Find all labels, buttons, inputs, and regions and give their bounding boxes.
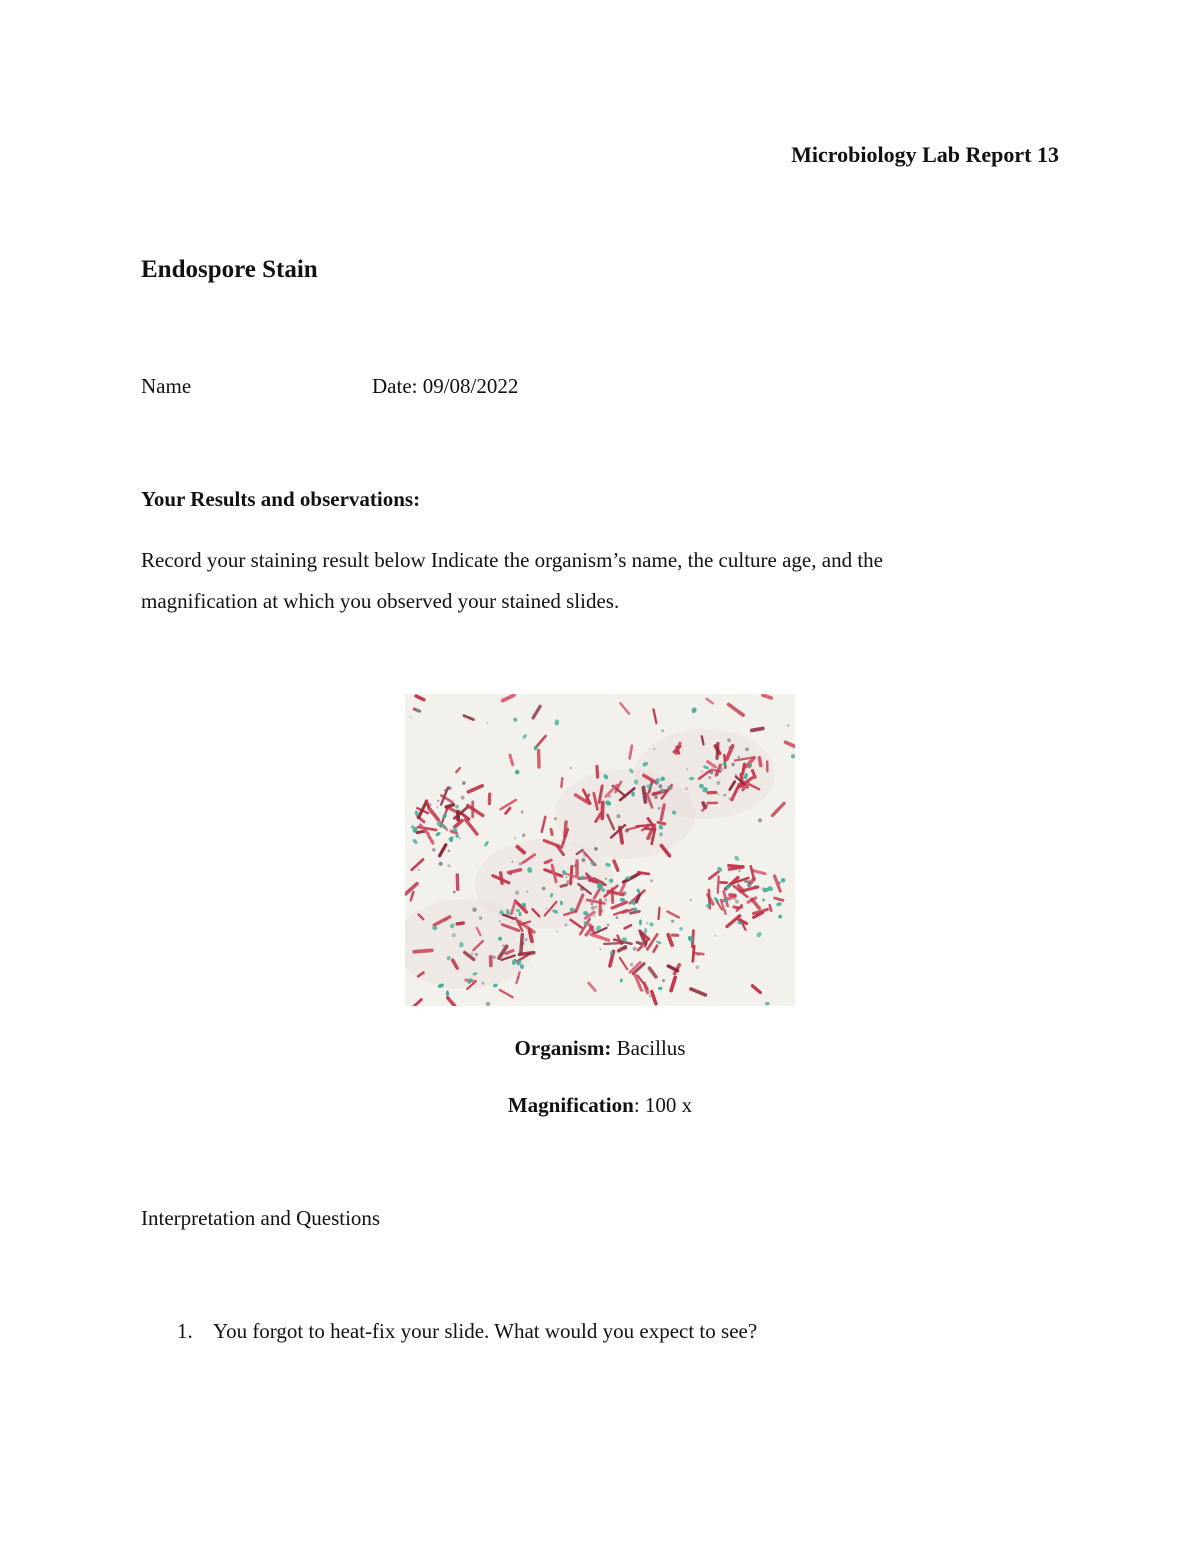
organism-label: Organism: [514, 1036, 612, 1060]
document-title: Endospore Stain [141, 256, 318, 283]
results-heading: Your Results and observations: [141, 487, 421, 511]
endospore-stain-micrograph [405, 694, 795, 1006]
organism-line [0, 1036, 1200, 1061]
results-instructions: Record your staining result below Indicate the organism’s name, the culture age, and the magnification at which you observed your stained slides. [141, 548, 883, 613]
interpretation-heading: Interpretation and Questions [141, 1206, 381, 1230]
question-text: You forgot to heat-fix your slide. What would you expect to see? [213, 1319, 758, 1343]
report-title: Microbiology Lab Report 13 [791, 142, 1059, 167]
magnification-label: Magnification [507, 1093, 634, 1117]
magnification-value: : 100 x [633, 1093, 693, 1117]
date-field: Date: 09/08/2022 [372, 374, 519, 398]
question-number: 1. [177, 1319, 193, 1343]
organism-value: Bacillus [611, 1036, 686, 1060]
magnification-line [0, 1093, 1200, 1118]
name-label: Name [141, 374, 192, 398]
name-date-row [141, 374, 1041, 404]
